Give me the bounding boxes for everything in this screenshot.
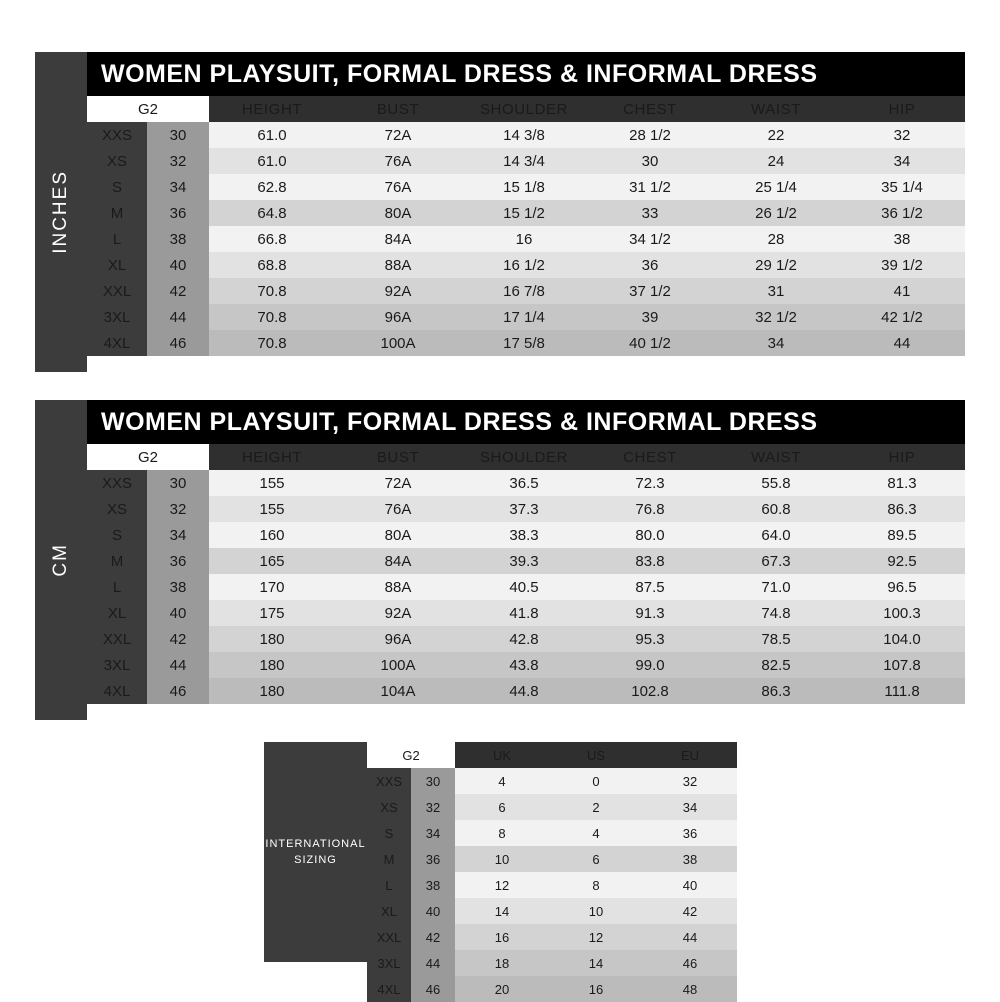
cell-us: 8 <box>549 872 643 898</box>
cell-waist: 71.0 <box>713 574 839 600</box>
cell-bust: 100A <box>335 330 461 356</box>
chart-body-inches <box>87 52 965 372</box>
cell-shoulder: 42.8 <box>461 626 587 652</box>
header-bust: BUST <box>335 96 461 122</box>
table-row <box>367 872 737 898</box>
cell-hip: 92.5 <box>839 548 965 574</box>
row-size: M <box>87 200 147 226</box>
cell-height: 180 <box>209 626 335 652</box>
cell-uk: 8 <box>455 820 549 846</box>
header-chest: CHEST <box>587 96 713 122</box>
row-size-number: 38 <box>147 226 209 252</box>
table-row <box>367 950 737 976</box>
unit-label-inches <box>35 52 87 372</box>
row-size-number: 34 <box>147 174 209 200</box>
cell-chest: 95.3 <box>587 626 713 652</box>
cell-hip: 34 <box>839 148 965 174</box>
row-size-number: 36 <box>411 846 455 872</box>
row-size: XL <box>367 898 411 924</box>
chart-title-cm: WOMEN PLAYSUIT, FORMAL DRESS & INFORMAL DRESS <box>87 400 965 444</box>
row-size-number: 32 <box>147 496 209 522</box>
row-size-number: 44 <box>147 652 209 678</box>
cell-shoulder: 17 5/8 <box>461 330 587 356</box>
cell-chest: 33 <box>587 200 713 226</box>
table-row <box>87 574 965 600</box>
cell-hip: 96.5 <box>839 574 965 600</box>
table-row <box>87 304 965 330</box>
cell-chest: 80.0 <box>587 522 713 548</box>
cell-hip: 35 1/4 <box>839 174 965 200</box>
cell-height: 62.8 <box>209 174 335 200</box>
header-hip: HIP <box>839 96 965 122</box>
row-size: S <box>367 820 411 846</box>
cell-chest: 34 1/2 <box>587 226 713 252</box>
cell-uk: 10 <box>455 846 549 872</box>
cell-bust: 84A <box>335 226 461 252</box>
cell-height: 70.8 <box>209 330 335 356</box>
cell-us: 6 <box>549 846 643 872</box>
cell-height: 66.8 <box>209 226 335 252</box>
cell-us: 12 <box>549 924 643 950</box>
row-size: XXL <box>87 626 147 652</box>
cell-chest: 87.5 <box>587 574 713 600</box>
row-size-number: 34 <box>411 820 455 846</box>
cell-uk: 12 <box>455 872 549 898</box>
cell-height: 175 <box>209 600 335 626</box>
row-size-number: 32 <box>411 794 455 820</box>
row-size-number: 30 <box>411 768 455 794</box>
row-size: XL <box>87 600 147 626</box>
cell-eu: 34 <box>643 794 737 820</box>
row-size: S <box>87 174 147 200</box>
cell-hip: 111.8 <box>839 678 965 704</box>
table-row <box>367 924 737 950</box>
row-size: 3XL <box>87 304 147 330</box>
cell-chest: 72.3 <box>587 470 713 496</box>
row-size: XS <box>87 496 147 522</box>
cell-eu: 42 <box>643 898 737 924</box>
row-size-number: 46 <box>147 678 209 704</box>
row-size: XXL <box>87 278 147 304</box>
cell-height: 61.0 <box>209 148 335 174</box>
cell-shoulder: 15 1/8 <box>461 174 587 200</box>
cell-height: 70.8 <box>209 278 335 304</box>
cell-chest: 36 <box>587 252 713 278</box>
row-size-number: 40 <box>411 898 455 924</box>
cell-bust: 92A <box>335 600 461 626</box>
unit-label-cm-text: CM <box>50 543 71 577</box>
table-row <box>87 174 965 200</box>
table-row <box>367 846 737 872</box>
cell-bust: 80A <box>335 522 461 548</box>
cell-chest: 39 <box>587 304 713 330</box>
cell-chest: 40 1/2 <box>587 330 713 356</box>
header-waist: WAIST <box>713 96 839 122</box>
row-size-number: 30 <box>147 470 209 496</box>
international-sizing-body <box>367 742 737 997</box>
international-sizing-label-line1: INTERNATIONAL <box>265 837 366 850</box>
cell-shoulder: 44.8 <box>461 678 587 704</box>
row-size: S <box>87 522 147 548</box>
header-g2: G2 <box>367 742 455 768</box>
row-size-number: 42 <box>147 278 209 304</box>
cell-bust: 92A <box>335 278 461 304</box>
row-size-number: 42 <box>147 626 209 652</box>
row-size: 4XL <box>87 330 147 356</box>
row-size: M <box>367 846 411 872</box>
cell-chest: 30 <box>587 148 713 174</box>
row-size-number: 34 <box>147 522 209 548</box>
cell-bust: 76A <box>335 174 461 200</box>
unit-label-inches-text: INCHES <box>50 170 71 254</box>
cell-hip: 36 1/2 <box>839 200 965 226</box>
cell-waist: 28 <box>713 226 839 252</box>
row-size-number: 46 <box>411 976 455 1002</box>
cell-bust: 80A <box>335 200 461 226</box>
cell-height: 155 <box>209 496 335 522</box>
cell-hip: 100.3 <box>839 600 965 626</box>
cell-waist: 55.8 <box>713 470 839 496</box>
cell-height: 170 <box>209 574 335 600</box>
cell-shoulder: 15 1/2 <box>461 200 587 226</box>
cell-bust: 76A <box>335 496 461 522</box>
cell-waist: 34 <box>713 330 839 356</box>
row-size: L <box>87 226 147 252</box>
cell-eu: 32 <box>643 768 737 794</box>
header-waist: WAIST <box>713 444 839 470</box>
cell-height: 68.8 <box>209 252 335 278</box>
cell-shoulder: 16 1/2 <box>461 252 587 278</box>
table-row <box>87 226 965 252</box>
cell-hip: 32 <box>839 122 965 148</box>
table-row <box>87 148 965 174</box>
cell-height: 165 <box>209 548 335 574</box>
header-us: US <box>549 742 643 768</box>
cell-chest: 31 1/2 <box>587 174 713 200</box>
table-row <box>87 200 965 226</box>
cell-eu: 40 <box>643 872 737 898</box>
table-row <box>87 122 965 148</box>
cell-uk: 20 <box>455 976 549 1002</box>
row-size: L <box>367 872 411 898</box>
table-header-row <box>87 96 965 122</box>
table-row <box>87 330 965 356</box>
cell-shoulder: 17 1/4 <box>461 304 587 330</box>
cell-chest: 102.8 <box>587 678 713 704</box>
cell-height: 70.8 <box>209 304 335 330</box>
cell-uk: 4 <box>455 768 549 794</box>
header-hip: HIP <box>839 444 965 470</box>
row-size-number: 44 <box>411 950 455 976</box>
cell-waist: 67.3 <box>713 548 839 574</box>
cell-uk: 6 <box>455 794 549 820</box>
table-header-row <box>87 444 965 470</box>
header-height: HEIGHT <box>209 444 335 470</box>
cell-hip: 81.3 <box>839 470 965 496</box>
cell-chest: 91.3 <box>587 600 713 626</box>
cell-waist: 29 1/2 <box>713 252 839 278</box>
cell-waist: 86.3 <box>713 678 839 704</box>
header-uk: UK <box>455 742 549 768</box>
cell-uk: 16 <box>455 924 549 950</box>
table-row <box>87 252 965 278</box>
cell-shoulder: 38.3 <box>461 522 587 548</box>
cell-shoulder: 37.3 <box>461 496 587 522</box>
cell-bust: 96A <box>335 304 461 330</box>
cell-chest: 83.8 <box>587 548 713 574</box>
chart-body-cm <box>87 400 965 720</box>
row-size-number: 38 <box>147 574 209 600</box>
row-size-number: 36 <box>147 200 209 226</box>
cell-hip: 41 <box>839 278 965 304</box>
cell-chest: 37 1/2 <box>587 278 713 304</box>
unit-label-cm <box>35 400 87 720</box>
table-row <box>87 278 965 304</box>
cell-shoulder: 43.8 <box>461 652 587 678</box>
cell-height: 180 <box>209 678 335 704</box>
international-size-table <box>367 742 737 1002</box>
international-sizing-label <box>264 742 367 962</box>
row-size: 4XL <box>87 678 147 704</box>
cell-shoulder: 36.5 <box>461 470 587 496</box>
cell-height: 160 <box>209 522 335 548</box>
row-size: XXS <box>87 122 147 148</box>
cell-hip: 38 <box>839 226 965 252</box>
cell-shoulder: 14 3/8 <box>461 122 587 148</box>
cell-bust: 76A <box>335 148 461 174</box>
header-eu: EU <box>643 742 737 768</box>
cell-us: 2 <box>549 794 643 820</box>
international-sizing-chart <box>264 742 736 997</box>
row-size: XXS <box>87 470 147 496</box>
header-g2: G2 <box>87 96 209 122</box>
cell-us: 16 <box>549 976 643 1002</box>
cell-bust: 100A <box>335 652 461 678</box>
table-header-row <box>367 742 737 768</box>
table-row <box>87 548 965 574</box>
row-size: M <box>87 548 147 574</box>
header-g2: G2 <box>87 444 209 470</box>
header-shoulder: SHOULDER <box>461 96 587 122</box>
cell-bust: 72A <box>335 470 461 496</box>
cell-waist: 24 <box>713 148 839 174</box>
row-size-number: 44 <box>147 304 209 330</box>
size-table-cm <box>87 444 965 704</box>
table-row <box>87 600 965 626</box>
row-size: 4XL <box>367 976 411 1002</box>
cell-bust: 72A <box>335 122 461 148</box>
cell-height: 180 <box>209 652 335 678</box>
cell-eu: 44 <box>643 924 737 950</box>
row-size-number: 40 <box>147 252 209 278</box>
cell-chest: 99.0 <box>587 652 713 678</box>
row-size-number: 32 <box>147 148 209 174</box>
cell-waist: 82.5 <box>713 652 839 678</box>
row-size-number: 30 <box>147 122 209 148</box>
cell-us: 14 <box>549 950 643 976</box>
cell-eu: 48 <box>643 976 737 1002</box>
cell-bust: 88A <box>335 574 461 600</box>
table-row <box>367 898 737 924</box>
row-size: L <box>87 574 147 600</box>
cell-waist: 78.5 <box>713 626 839 652</box>
cell-waist: 32 1/2 <box>713 304 839 330</box>
cell-shoulder: 40.5 <box>461 574 587 600</box>
cell-bust: 84A <box>335 548 461 574</box>
cell-shoulder: 41.8 <box>461 600 587 626</box>
cell-uk: 14 <box>455 898 549 924</box>
cell-bust: 88A <box>335 252 461 278</box>
cell-us: 10 <box>549 898 643 924</box>
size-chart-cm <box>35 400 965 720</box>
row-size: XS <box>367 794 411 820</box>
cell-hip: 39 1/2 <box>839 252 965 278</box>
cell-waist: 74.8 <box>713 600 839 626</box>
cell-height: 61.0 <box>209 122 335 148</box>
cell-eu: 46 <box>643 950 737 976</box>
cell-height: 64.8 <box>209 200 335 226</box>
cell-shoulder: 16 <box>461 226 587 252</box>
cell-height: 155 <box>209 470 335 496</box>
header-bust: BUST <box>335 444 461 470</box>
row-size-number: 42 <box>411 924 455 950</box>
table-row <box>367 794 737 820</box>
row-size-number: 38 <box>411 872 455 898</box>
row-size-number: 36 <box>147 548 209 574</box>
header-chest: CHEST <box>587 444 713 470</box>
row-size: 3XL <box>87 652 147 678</box>
cell-waist: 60.8 <box>713 496 839 522</box>
row-size: 3XL <box>367 950 411 976</box>
chart-title-inches: WOMEN PLAYSUIT, FORMAL DRESS & INFORMAL DRESS <box>87 52 965 96</box>
cell-waist: 25 1/4 <box>713 174 839 200</box>
table-row <box>367 976 737 1002</box>
cell-chest: 28 1/2 <box>587 122 713 148</box>
cell-waist: 64.0 <box>713 522 839 548</box>
header-height: HEIGHT <box>209 96 335 122</box>
cell-waist: 22 <box>713 122 839 148</box>
cell-hip: 86.3 <box>839 496 965 522</box>
cell-us: 0 <box>549 768 643 794</box>
size-chart-inches <box>35 52 965 372</box>
row-size: XL <box>87 252 147 278</box>
row-size: XS <box>87 148 147 174</box>
cell-hip: 89.5 <box>839 522 965 548</box>
row-size: XXS <box>367 768 411 794</box>
cell-bust: 96A <box>335 626 461 652</box>
cell-shoulder: 39.3 <box>461 548 587 574</box>
table-row <box>367 768 737 794</box>
row-size: XXL <box>367 924 411 950</box>
cell-hip: 44 <box>839 330 965 356</box>
cell-hip: 42 1/2 <box>839 304 965 330</box>
cell-uk: 18 <box>455 950 549 976</box>
table-row <box>87 522 965 548</box>
cell-hip: 107.8 <box>839 652 965 678</box>
table-row <box>87 470 965 496</box>
row-size-number: 40 <box>147 600 209 626</box>
cell-shoulder: 14 3/4 <box>461 148 587 174</box>
table-row <box>87 496 965 522</box>
table-row <box>87 678 965 704</box>
cell-shoulder: 16 7/8 <box>461 278 587 304</box>
table-row <box>367 820 737 846</box>
header-shoulder: SHOULDER <box>461 444 587 470</box>
cell-hip: 104.0 <box>839 626 965 652</box>
row-size-number: 46 <box>147 330 209 356</box>
cell-waist: 31 <box>713 278 839 304</box>
size-table-inches <box>87 96 965 356</box>
cell-eu: 36 <box>643 820 737 846</box>
cell-waist: 26 1/2 <box>713 200 839 226</box>
table-row <box>87 626 965 652</box>
international-sizing-label-line2: SIZING <box>294 854 337 866</box>
table-row <box>87 652 965 678</box>
cell-us: 4 <box>549 820 643 846</box>
cell-eu: 38 <box>643 846 737 872</box>
cell-chest: 76.8 <box>587 496 713 522</box>
cell-bust: 104A <box>335 678 461 704</box>
